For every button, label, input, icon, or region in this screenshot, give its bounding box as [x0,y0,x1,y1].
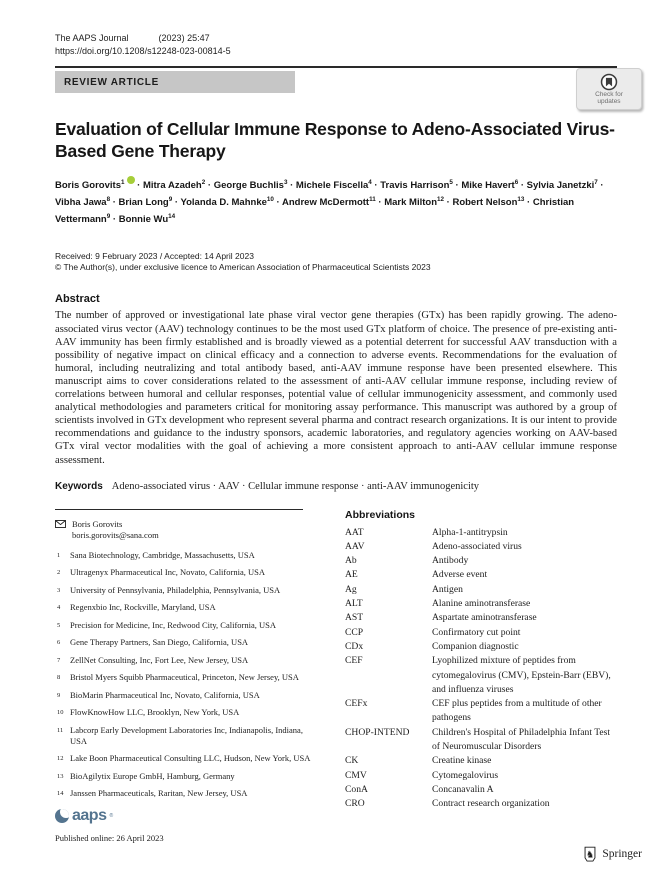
author: Mark Milton$^{12}$ [384,196,445,209]
svg-text:♞: ♞ [586,849,595,861]
correspondence-text [72,519,159,542]
header-rule [55,66,617,68]
abbreviation-item: CDx Companion diagnostic [345,640,519,652]
abbreviation-item: ALT Alanine aminotransferase [345,598,531,610]
abstract-heading: Abstract [55,293,100,306]
abbreviation-item: CHOP-INTEND Children's Hospital of Philadelphia Infant Test of Neuromuscular Disorders [345,726,611,753]
author-list: Boris Gorovits$^1$ · Mitra Azadeh$^2$ · George Buchlis$^3$ · Michele Fiscella$^4$ · Travis Harrison$^5$ · Mike Havert$^6$ · Sylvia Janetzki$^7$ · Vibha Jawa$^8$ · Brian Long$^9$ · Yolanda D. Mahnke$^{10}$ · Andrew McDermott$^{11}$ · Mark Milton$^{12}$ · Robert Nelson$^{13}$ · Christian Vettermann$^9$ · Bonnie Wu$^{14}$ [55,176,617,227]
affiliation-item: 7 ZellNet Consulting, Inc, Fort Lee, New Jersey, USA [57,654,249,665]
author: Andrew McDermott$^{11}$ [282,196,376,209]
abbreviations-column [345,509,617,843]
abbreviation-item: AAV Adeno-associated virus [345,540,522,552]
abbreviation-item: Ab Antibody [345,555,469,567]
affiliation-list [55,550,327,800]
doi-link[interactable]: https://doi.org/10.1208/s12248-023-00814-5 [55,46,231,56]
author: Mitra Azadeh$^2$ [142,179,206,192]
affiliation-item: 14 Janssen Pharmaceuticals, Raritan, New Jersey, USA [57,788,248,799]
aaps-logo [55,806,327,826]
abbreviation-item: CK Creatine kinase [345,755,492,767]
affiliation-item: 10 FlowKnowHow LLC, Brooklyn, New York, USA [57,707,240,718]
article-type-label: REVIEW ARTICLE [64,76,159,88]
footer-columns [55,509,617,843]
affiliation-item: 1 Sana Biotechnology, Cambridge, Massachusetts, USA [57,549,255,560]
published-online: Published online: 26 April 2023 [55,832,164,843]
received-accepted: Received: 9 February 2023 / Accepted: 14 April 2023 [55,251,254,262]
author: Christian Vettermann$^9$ [55,197,575,226]
orcid-icon[interactable] [127,176,135,184]
journal-name: The AAPS Journal [55,33,129,43]
correspondence-email[interactable]: boris.gorovits@sana.com [72,530,159,541]
author: Travis Harrison$^5$ [380,179,453,192]
abbreviation-item: AST Aspartate aminotransferase [345,612,537,624]
affiliation-item: 8 Bristol Myers Squibb Pharmaceutical, Princeton, New Jersey, USA [57,672,299,683]
affiliation-item: 13 BioAgilytix Europe GmbH, Hamburg, Germany [57,770,235,781]
abbreviation-item: CEF Lyophilized mixture of peptides from cytomegalovirus (CMV), Epstein-Barr (EBV), and influenza viruses [345,655,611,695]
abstract-text: The number of approved or investigational late phase viral vector gene therapies (GTx) has been rapidly growing. The adeno-associated virus vector (AAV) technology continues to be the most used GTx platform of choice. The presence of pre-existing anti-AAV immunity has been firmly established and is broadly viewed as a potential deterrent for successful AAV transduction with a possibility of negative impact on clinical efficacy and a connection to adverse events. Recommendations for the evaluation of humoral, including neutralizing and total antibody based, anti-AAV immune response have been presented elsewhere. This manuscript aims to cover considerations related to the assessment of anti-AAV cellular immune response, including review of correlations between humoral and cellular responses, potential value of cellular immunogenicity assessment, and commonly used analytical methodologies and parameters critical for monitoring assay performance. This manuscript was authored by a group of scientists involved in GTx development who represent several pharma and contract research organizations. It is our intent to provide recommendations and guidance to the industry sponsors, academic laboratories, and regulatory agencies working on AAV-based GTx viral vector modalities with the goal of achieving a more consistent approach to anti-AAV cellular immune response assessment. [55,310,617,466]
abbreviation-item: Ag Antigen [345,583,463,595]
abbreviation-item: CCP Confirmatory cut point [345,626,521,638]
journal-citation: (2023) 25:47 [158,33,210,43]
author: Bonnie Wu$^{14}$ [118,213,176,226]
abbreviation-item: CRO Contract research organization [345,798,550,810]
correspondence-name: Boris Gorovits [72,518,123,529]
check-updates-text: Check for updates [595,91,623,105]
footnotes-column [55,509,327,843]
article-type-bar [55,71,295,93]
aaps-swoosh-icon [55,809,69,823]
affiliation-item: 4 Regenxbio Inc, Rockville, Maryland, USA [57,602,216,613]
aaps-registered-mark: ® [109,812,114,819]
journal-header [55,33,617,44]
springer-knight-icon [583,846,597,862]
footnote-divider [55,509,303,510]
affiliation-item: 3 University of Pennsylvania, Philadelphia, Pennsylvania, USA [57,584,281,595]
aaps-logo-text: aaps [72,806,107,824]
correspondence-block [55,519,327,542]
abbreviation-item: CMV Cytomegalovirus [345,769,499,781]
author: Brian Long$^9$ [118,196,173,209]
author: Robert Nelson$^{13}$ [452,196,525,209]
affiliation-item: 2 Ultragenyx Pharmaceutical Inc, Novato, California, USA [57,567,265,578]
springer-logo [583,846,642,862]
envelope-icon [55,519,72,542]
check-for-updates-button[interactable] [576,68,642,110]
springer-label: Springer [602,848,642,860]
dates-block [55,251,617,273]
keywords-block [55,481,617,492]
abbreviation-item: AE Adverse event [345,569,488,581]
abbreviations-heading: Abbreviations [345,508,416,521]
author: Sylvia Janetzki$^7$ [526,179,598,192]
author: Yolanda D. Mahnke$^{10}$ [180,196,274,209]
abbreviation-item: CEFx CEF plus peptides from a multitude of other pathogens [345,698,602,724]
abbreviation-list [345,526,617,812]
author: Mike Havert$^6$ [461,179,519,192]
author: Michele Fiscella$^4$ [295,179,372,192]
keywords-label: Keywords [55,480,103,492]
affiliation-item: 12 Lake Boon Pharmaceutical Consulting LLC, Hudson, New York, USA [57,753,311,764]
author: George Buchlis$^3$ [213,179,288,192]
affiliation-item: 5 Precision for Medicine, Inc, Redwood City, California, USA [57,619,277,630]
author: Boris Gorovits$^1$ [55,180,135,191]
affiliation-item: 9 BioMarin Pharmaceutical Inc, Novato, California, USA [57,689,260,700]
copyright-line: © The Author(s), under exclusive licence to American Association of Pharmaceutical Scientists 2023 [55,262,431,273]
affiliation-item: 11 Labcorp Early Development Laboratories Inc, Indianapolis, Indiana, USA [57,724,303,746]
crossmark-bookmark-icon [600,73,618,91]
abbreviation-item: AAT Alpha-1-antitrypsin [345,526,508,538]
abbreviation-item: ConA Concanavalin A [345,783,494,795]
affiliation-item: 6 Gene Therapy Partners, San Diego, California, USA [57,637,249,648]
keywords-text: Adeno-associated virus · AAV · Cellular immune response · anti-AAV immunogenicity [111,480,480,492]
article-title: Evaluation of Cellular Immune Response to Adeno-Associated Virus-Based Gene Therapy [55,119,615,161]
author: Vibha Jawa$^8$ [55,196,111,209]
